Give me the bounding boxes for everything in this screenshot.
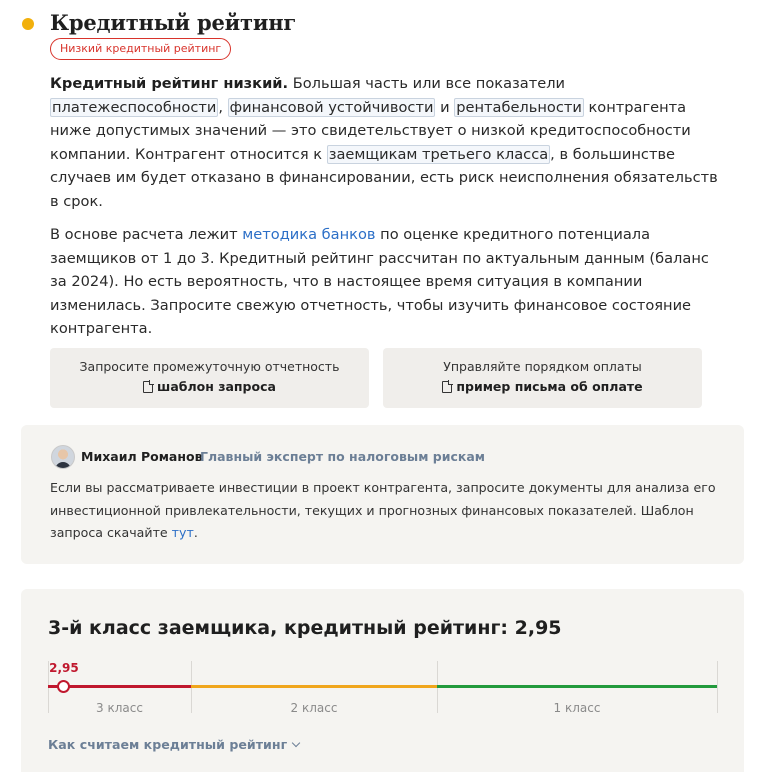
rating-marker	[57, 680, 70, 693]
bank-methodology-link[interactable]: методика банков	[242, 226, 376, 243]
scale-label-class-3: 3 класс	[96, 701, 143, 715]
scale-segment-class-1	[437, 685, 717, 688]
text-fragment: Большая часть или все показатели	[288, 75, 566, 92]
rating-marker-value: 2,95	[49, 661, 79, 675]
text-fragment: ,	[218, 98, 228, 116]
term-solvency[interactable]: платежеспособности	[52, 98, 217, 116]
request-report-tile[interactable]	[50, 348, 369, 408]
scale-tick	[717, 661, 718, 713]
expert-name: Михаил Романов	[81, 449, 203, 464]
scale-label-class-1: 1 класс	[553, 701, 601, 715]
tile-label: Запросите промежуточную отчетность	[79, 359, 340, 374]
term-profitability[interactable]: рентабельности	[456, 98, 582, 116]
chevron-down-icon	[292, 738, 300, 746]
expert-role: Главный эксперт по налоговым рискам	[200, 449, 486, 464]
tile-link-label: шаблон запроса	[157, 379, 276, 394]
rating-scale	[48, 659, 718, 719]
template-download-link[interactable]: тут	[171, 525, 194, 540]
document-icon	[442, 381, 452, 393]
payment-order-tile[interactable]	[383, 348, 702, 408]
expert-advice	[50, 477, 720, 545]
expert-card	[21, 425, 744, 564]
payment-letter-link[interactable]	[442, 379, 642, 394]
text-fragment: и	[435, 98, 455, 116]
rating-summary: Кредитный рейтинг низкий.	[50, 75, 289, 92]
text-fragment: .	[193, 525, 198, 540]
rating-title: 3-й класс заемщика, кредитный рейтинг: 2,95	[48, 617, 562, 639]
term-third-class-borrowers[interactable]: заемщикам третьего класса	[328, 145, 549, 163]
tile-link-label: пример письма об оплате	[456, 379, 643, 394]
text-fragment: по оценке кредитного потенциала заемщиков от 1 до 3. Кредитный рейтинг рассчитан по актуальным данным (баланс за 2024). Но есть вероятность, что в настоящее время ситуация в компании изменилась. Запросите свежую отчетность, чтобы изучить финансовое состояние контрагента.	[50, 226, 709, 337]
text-fragment: , в большинстве случаев им будет отказано в финансировании, есть риск неисполнения обязательств в срок.	[50, 145, 718, 210]
text-fragment: Если вы рассматриваете инвестиции в проект контрагента, запросите документы для анализа его инвестиционной привлекательности, текущих и прогнозных финансовых показателей. Шаблон запроса скачайте	[50, 480, 716, 540]
document-icon	[143, 381, 153, 393]
term-financial-stability[interactable]: финансовой устойчивости	[229, 98, 434, 116]
rating-badge: Низкий кредитный рейтинг	[50, 38, 231, 60]
methodology-description	[50, 223, 720, 341]
avatar	[51, 445, 75, 469]
rating-method-toggle[interactable]	[48, 737, 299, 752]
status-dot	[22, 18, 34, 30]
rating-description	[50, 72, 720, 213]
scale-segment-class-2	[191, 685, 437, 688]
text-fragment: контрагента ниже допустимых значений — это свидетельствует о низкой кредитоспособности компании. Контрагент относится к	[50, 98, 691, 163]
page-title: Кредитный рейтинг	[50, 10, 297, 35]
text-fragment: В основе расчета лежит	[50, 226, 243, 243]
tile-label: Управляйте порядком оплаты	[443, 359, 642, 374]
rating-method-label: Как считаем кредитный рейтинг	[48, 737, 288, 752]
rating-card	[21, 589, 744, 772]
scale-label-class-2: 2 класс	[290, 701, 338, 715]
request-template-link[interactable]	[143, 379, 276, 394]
